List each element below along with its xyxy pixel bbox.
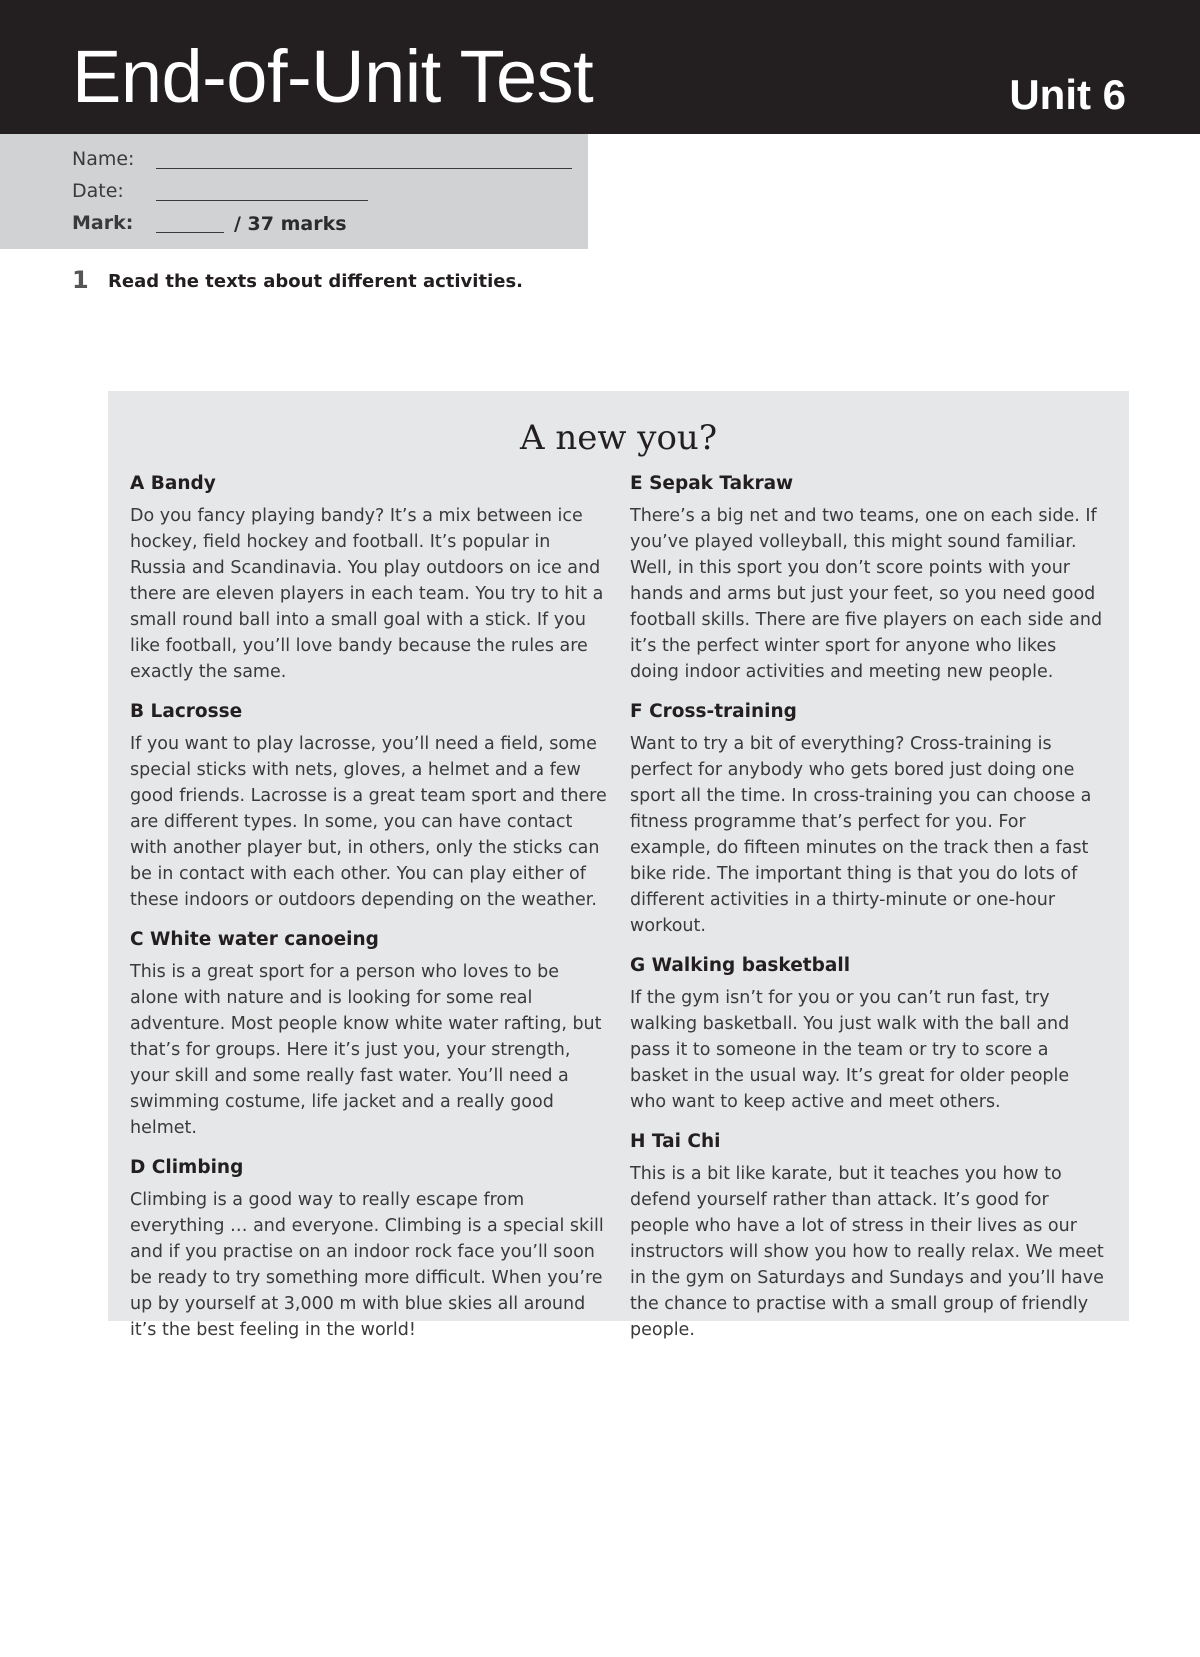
section-lacrosse <box>130 699 610 913</box>
section-walking-basketball <box>630 953 1110 1115</box>
mark-line[interactable] <box>156 232 224 233</box>
section-body: There’s a big net and two teams, one on each side. If you’ve played volleyball, this might sound familiar. Well, in this sport you don’t score points with your hands and arms but just your feet, so you need good football skills. There are five players on each side and it’s the perfect winter sport for anyone who likes doing indoor activities and meeting new people. <box>630 506 1103 682</box>
header-bar <box>0 0 1200 134</box>
section-body: This is a bit like karate, but it teaches you how to defend yourself rather than attack. It’s good for people who have a lot of stress in their lives as our instructors will show you how to really relax. We meet in the gym on Saturdays and Sundays and you’ll have the chance to practise with a small group of friendly people. <box>630 1164 1104 1340</box>
name-label: Name: <box>72 148 135 170</box>
section-body: Climbing is a good way to really escape from everything … and everyone. Climbing is a special skill and if you practise on an indoor rock face you’ll soon be ready to try something more difficult. When you’re up by yourself at 3,000 m with blue skies all around it’s the best feeling in the world! <box>130 1190 604 1340</box>
mark-label: Mark: <box>72 212 134 234</box>
section-body: This is a great sport for a person who loves to be alone with nature and is looking for some real adventure. Most people know white water rafting, but that’s for groups. Here it’s just you, your strength, your skill and some really fast water. You’ll need a swimming costume, life jacket and a really good helmet. <box>130 962 602 1138</box>
mark-total: / 37 marks <box>234 213 347 235</box>
section-sepak-takraw <box>630 471 1110 685</box>
question-number: 1 <box>72 266 89 294</box>
section-heading: A Bandy <box>130 473 216 494</box>
section-heading: B Lacrosse <box>130 701 243 722</box>
reading-panel <box>108 391 1129 1340</box>
page-title: End-of-Unit Test <box>72 35 594 118</box>
section-heading: D Climbing <box>130 1157 244 1178</box>
date-label: Date: <box>72 180 124 202</box>
reading-column-right <box>630 471 1110 1357</box>
section-tai-chi <box>630 1129 1110 1343</box>
question-instruction: Read the texts about different activities. <box>108 271 523 292</box>
section-body: If you want to play lacrosse, you’ll need a field, some special sticks with nets, gloves, a helmet and a few good friends. Lacrosse is a great team sport and there are different types. In some, you can have contact with another player but, in others, only the sticks can be in contact with each other. You can play either of these indoors or outdoors depending on the weather. <box>130 734 607 910</box>
section-cross-training <box>630 699 1110 939</box>
name-line[interactable] <box>156 168 572 169</box>
section-body: Want to try a bit of everything? Cross-training is perfect for anybody who gets bored just doing one sport all the time. In cross-training you can choose a fitness programme that’s perfect for you. For example, do fifteen minutes on the track then a fast bike ride. The important thing is that you do lots of different activities in a thirty-minute or one-hour workout. <box>630 734 1092 936</box>
section-white-water-canoeing <box>130 927 610 1141</box>
section-body: Do you fancy playing bandy? It’s a mix between ice hockey, field hockey and football. It’s popular in Russia and Scandinavia. You play outdoors on ice and there are eleven players in each team. You try to hit a small round ball into a small goal with a stick. If you like football, you’ll love bandy because the rules are exactly the same. <box>130 506 604 682</box>
section-climbing <box>130 1155 610 1343</box>
date-line[interactable] <box>156 200 368 201</box>
reading-column-left <box>130 471 610 1357</box>
section-heading: H Tai Chi <box>630 1131 721 1152</box>
section-bandy <box>130 471 610 685</box>
section-heading: F Cross-training <box>630 701 797 722</box>
section-heading: C White water canoeing <box>130 929 379 950</box>
section-body: If the gym isn’t for you or you can’t run fast, try walking basketball. You just walk with the ball and pass it to someone in the team or try to score a basket in the usual way. It’s great for older people who want to keep active and meet others. <box>630 988 1070 1112</box>
section-heading: E Sepak Takraw <box>630 473 794 494</box>
unit-label: Unit 6 <box>1009 71 1126 118</box>
reading-title: A new you? <box>519 418 718 458</box>
section-heading: G Walking basketball <box>630 955 851 976</box>
